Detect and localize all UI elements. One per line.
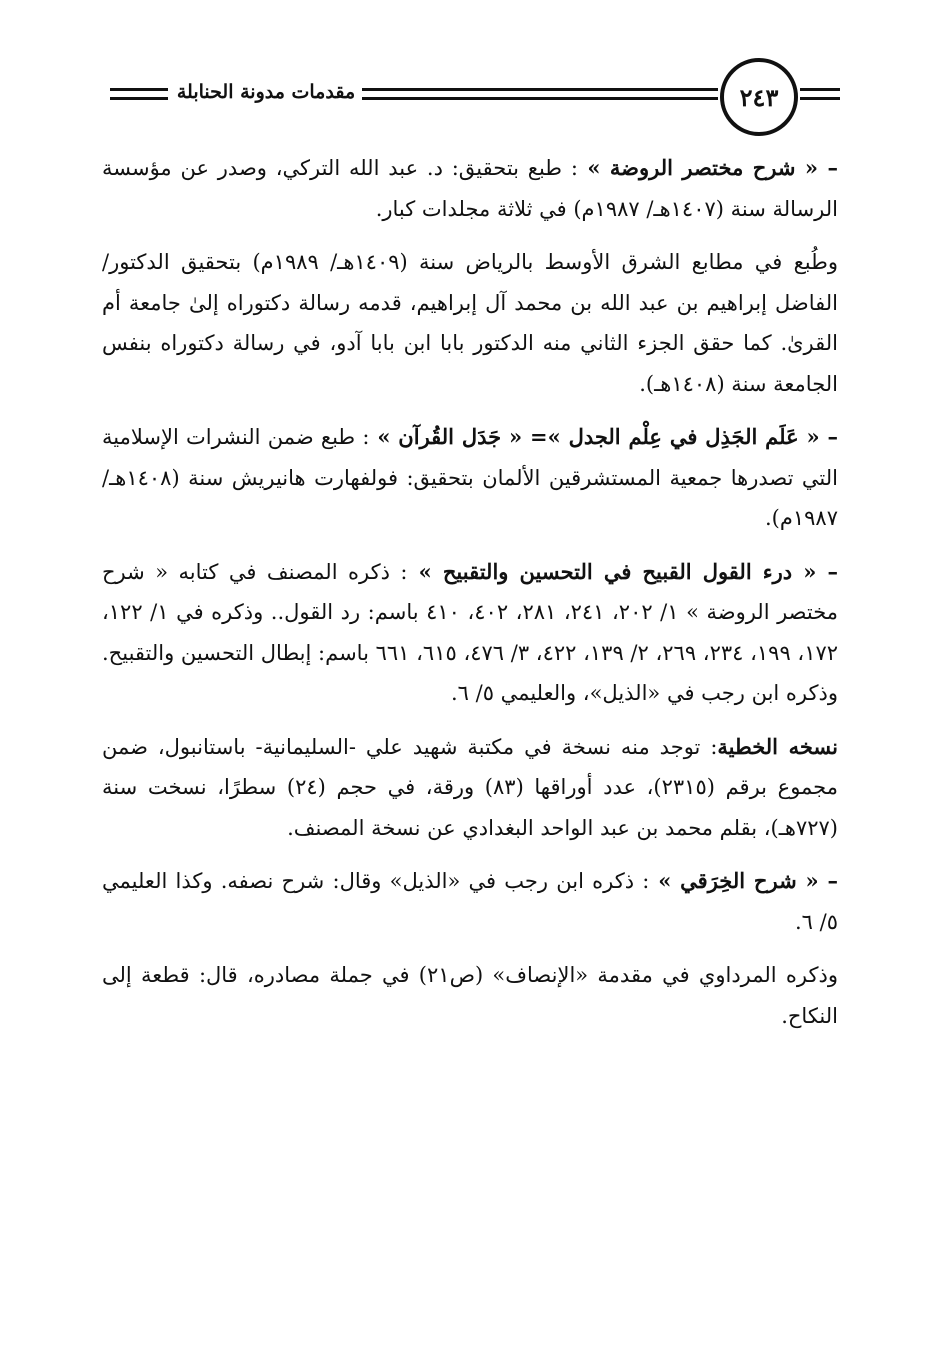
header-rule-middle — [362, 88, 718, 100]
paragraph-sharh-al-khiraqi — [102, 861, 838, 942]
book-title: – « عَلَم الجَذِل في عِلْم الجدل »= « جَدَل القُرآن » — [369, 424, 838, 449]
section-label: نسخه الخطية — [717, 733, 838, 759]
header-rule-left — [110, 88, 168, 100]
book-title: – « شرح الخِرَقي » — [649, 868, 838, 893]
paragraph-second-edition — [102, 242, 838, 404]
paragraph-text: وذكره المرداوي في مقدمة «الإنصاف» (ص٢١) في جملة مصادره، قال: قطعة إلى النكاح. — [102, 963, 838, 1028]
paragraph-dar-al-qawl — [102, 552, 838, 714]
paragraph-text: : ذكره ابن رجب في «الذيل» وقال: شرح نصفه. وكذا العليمي ٥/ ٦. — [102, 869, 838, 934]
header-rule-right — [800, 88, 840, 100]
paragraph-sharh-mukhtasar-al-rawda — [102, 148, 838, 229]
page-header — [100, 50, 840, 138]
paragraph-alam-al-jadhal — [102, 417, 838, 539]
paragraph-text: : توجد منه نسخة في مكتبة شهيد علي -السليمانية- باستانبول، ضمن مجموع برقم (٢٣١٥)، عدد أوراقها (٨٣) ورقة، في حجم (٢٤) سطرًا، نسخت سنة (٧٢٧هـ)، بقلم محمد بن عبد الواحد البغدادي عن نسخة المصنف. — [102, 734, 838, 840]
running-title: مقدمات مدونة الحنابلة — [176, 81, 356, 103]
paragraph-text: : ذكره المصنف في كتابه « شرح مختصر الروضة » ١/ ٢٠٢، ٢٤١، ٢٨١، ٤٠٢، ٤١٠ باسم: رد القول.. وذكره في ١/ ١٢٢، ١٧٢، ١٩٩، ٢٣٤، ٢٦٩، ٢/ ١٣٩، ٤٢٢، ٣/ ٤٧٦، ٦١٥، ٦٦١ باسم: إبطال التحسين والتقبيح. وذكره ابن رجب في «الذيل»، والعليمي ٥/ ٦. — [102, 559, 839, 705]
page-body — [102, 148, 838, 1049]
paragraph-text: : طبع ضمن النشرات الإسلامية التي تصدرها جمعية المستشرقين الألمان بتحقيق: فولفهارت هانيريش سنة (١٤٠٨هـ/ ١٩٨٧م). — [102, 425, 838, 530]
paragraph-al-mardawi — [102, 955, 838, 1036]
paragraph-text: وطُبع في مطابع الشرق الأوسط بالرياض سنة (١٤٠٩هـ/ ١٩٨٩م) بتحقيق الدكتور/ الفاضل إبراهيم بن عبد الله بن محمد آل إبراهيم، قدمه رسالة دكتوراه إلىٰ جامعة أم القرىٰ. كما حقق الجزء الثاني منه الدكتور بابا ابن بابا آدو، في رسالة دكتوراه بنفس الجامعة سنة (١٤٠٨هـ). — [102, 250, 839, 396]
paragraph-manuscripts — [102, 727, 838, 849]
book-title: – « درء القول القبيح في التحسين والتقبيح » — [407, 558, 838, 584]
paragraph-text: : طبع بتحقيق: د. عبد الله التركي، وصدر عن مؤسسة الرسالة سنة (١٤٠٧هـ/ ١٩٨٧م) في ثلاثة مجلدات كبار. — [102, 156, 838, 221]
page-number: ٢٤٣ — [720, 58, 798, 136]
book-title: – « شرح مختصر الروضة » — [577, 155, 838, 180]
